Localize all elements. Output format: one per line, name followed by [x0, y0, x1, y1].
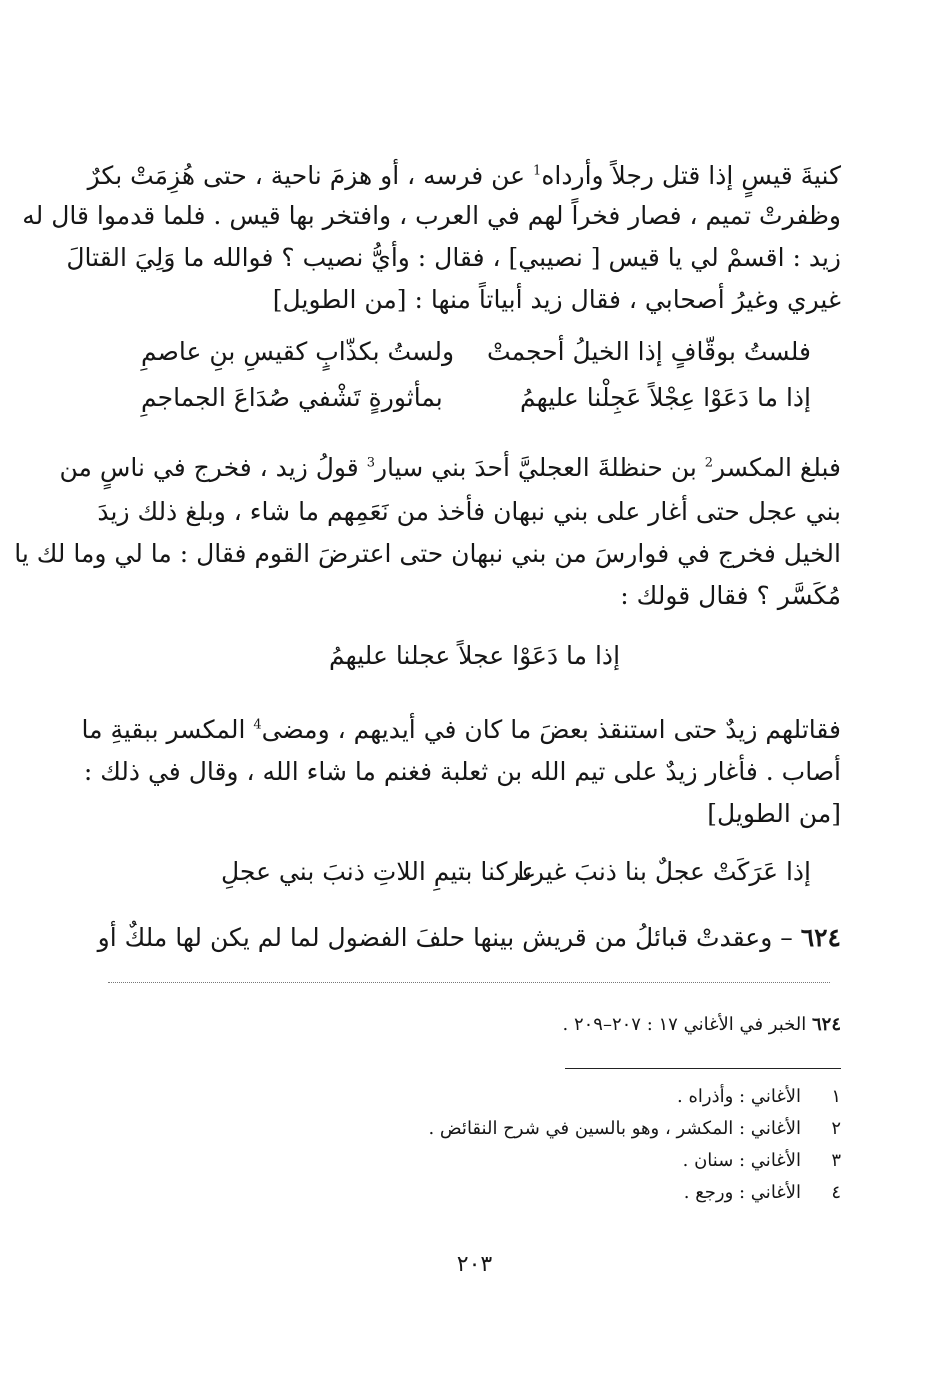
footnote-item: [341, 1116, 841, 1142]
verse-hemistich-second: بمأثورةٍ تَشْفي صُدَاعَ الجماجمِ: [141, 383, 443, 412]
paragraph-1-line-1: كنيةَ قيسٍ إذا قتل رجلاً وأرداه$^1$ عن فرسه ، أو هزمَ ناحية ، حتى هُزِمَتْ بكرٌ: [87, 161, 841, 190]
footnote-ref-3: 3: [366, 455, 375, 471]
verse-centered: إذا ما دَعَوْا عجلاً عجلنا عليهمُ: [328, 641, 621, 670]
paragraph-4-line-1: ٦٢٤ – وعقدتْ قبائلُ من قريش بينها حلفَ الفضول لما لم يكن لها ملكٌ أو: [97, 923, 841, 952]
item-number: ٦٢٤: [800, 923, 841, 952]
paragraph-1-line-4: غيري وغيرُ أصحابي ، فقال زيد أبياتاً منها : [من الطويل]: [272, 285, 841, 314]
source-note-number: ٦٢٤: [811, 1014, 841, 1035]
footnote-ref-2: 2: [704, 455, 714, 471]
verse-line-1: [111, 334, 841, 370]
footnote-number: ٢: [831, 1118, 841, 1139]
dotted-separator: [108, 982, 830, 983]
footnote-ref-1: 1: [533, 163, 542, 179]
paragraph-3-line-2: أصاب . فأغار زيدٌ على تيم الله بن ثعلبة فغنم ما شاء الله ، وقال في ذلك :: [83, 757, 841, 786]
footnote-rule: [565, 1068, 841, 1069]
verse-hemistich-second: ولستُ بكذّابٍ كقيسِ بنِ عاصمِ: [141, 337, 455, 366]
footnote-text: الأغاني : ورجع .: [683, 1182, 801, 1203]
footnote-text: الأغاني : سنان .: [682, 1150, 801, 1171]
verse-hemistich-first: إذا ما دَعَوْا عِجْلاً عَجِلْنا عليهمُ: [519, 383, 811, 412]
source-note: [563, 1012, 842, 1038]
verse-line-3: [111, 854, 841, 890]
footnote-number: ٣: [831, 1150, 841, 1171]
verse-hemistich-first: فلستُ بوقّافٍ إذا الخيلُ أحجمتْ: [487, 337, 811, 366]
paragraph-3-line-3: [من الطويل]: [707, 799, 841, 828]
paragraph-3-line-1: فقاتلهم زيدٌ حتى استنقذ بعضَ ما كان في أيديهم ، ومضى$^4$ المكسر ببقيةِ ما: [81, 715, 841, 744]
paragraph-2-line-4: مُكَسَّر ؟ فقال قولك :: [620, 581, 841, 610]
paragraph-1-line-3: زيد : اقسمْ لي يا قيس [ نصيبي] ، فقال : وأيُّ نصيب ؟ فوالله ما وَلِيَ القتالَ: [66, 243, 841, 272]
footnote-item: [341, 1148, 841, 1174]
verse-line-2: [111, 380, 841, 416]
footnote-text: الأغاني : وأذراه .: [677, 1086, 801, 1107]
source-note-text: الخبر في الأغاني ١٧ : ٢٠٧–٢٠٩ .: [562, 1014, 812, 1035]
footnote-number: ٤: [831, 1182, 841, 1203]
verse-hemistich-first: إذا عَرَكَتْ عجلٌ بنا ذنبَ غيرنا: [517, 857, 811, 886]
footnote-text: الأغاني : المكشر ، وهو بالسين في شرح النقائض .: [428, 1118, 801, 1139]
verse-hemistich-second: عركنا بتيمِ اللاتِ ذنبَ بني عجلِ: [221, 857, 537, 886]
footnote-item: [341, 1180, 841, 1206]
page-number: ٢٠٣: [456, 1252, 493, 1277]
paragraph-1-line-2: وظفرتْ تميم ، فصار فخراً لهم في العرب ، وافتخر بها قيس . فلما قدموا قال له: [22, 201, 841, 230]
paragraph-2-line-3: الخيل فخرج في فوارسَ من بني نبهان حتى اعترضَ القوم فقال : ما لي وما لك يا: [14, 539, 841, 568]
footnote-ref-4: 4: [253, 717, 262, 733]
footnote-number: ١: [831, 1086, 841, 1107]
paragraph-2-line-1: فبلغ المكسر$^2$ بن حنظلةَ العجليَّ أحدَ بني سيار$^3$ قولُ زيد ، فخرج في ناسٍ من: [59, 453, 841, 482]
paragraph-2-line-2: بني عجل حتى أغار على بني نبهان فأخذ من نَعَمِهم ما شاء ، وبلغ ذلك زيدَ: [97, 497, 841, 526]
footnote-item: [341, 1084, 841, 1110]
